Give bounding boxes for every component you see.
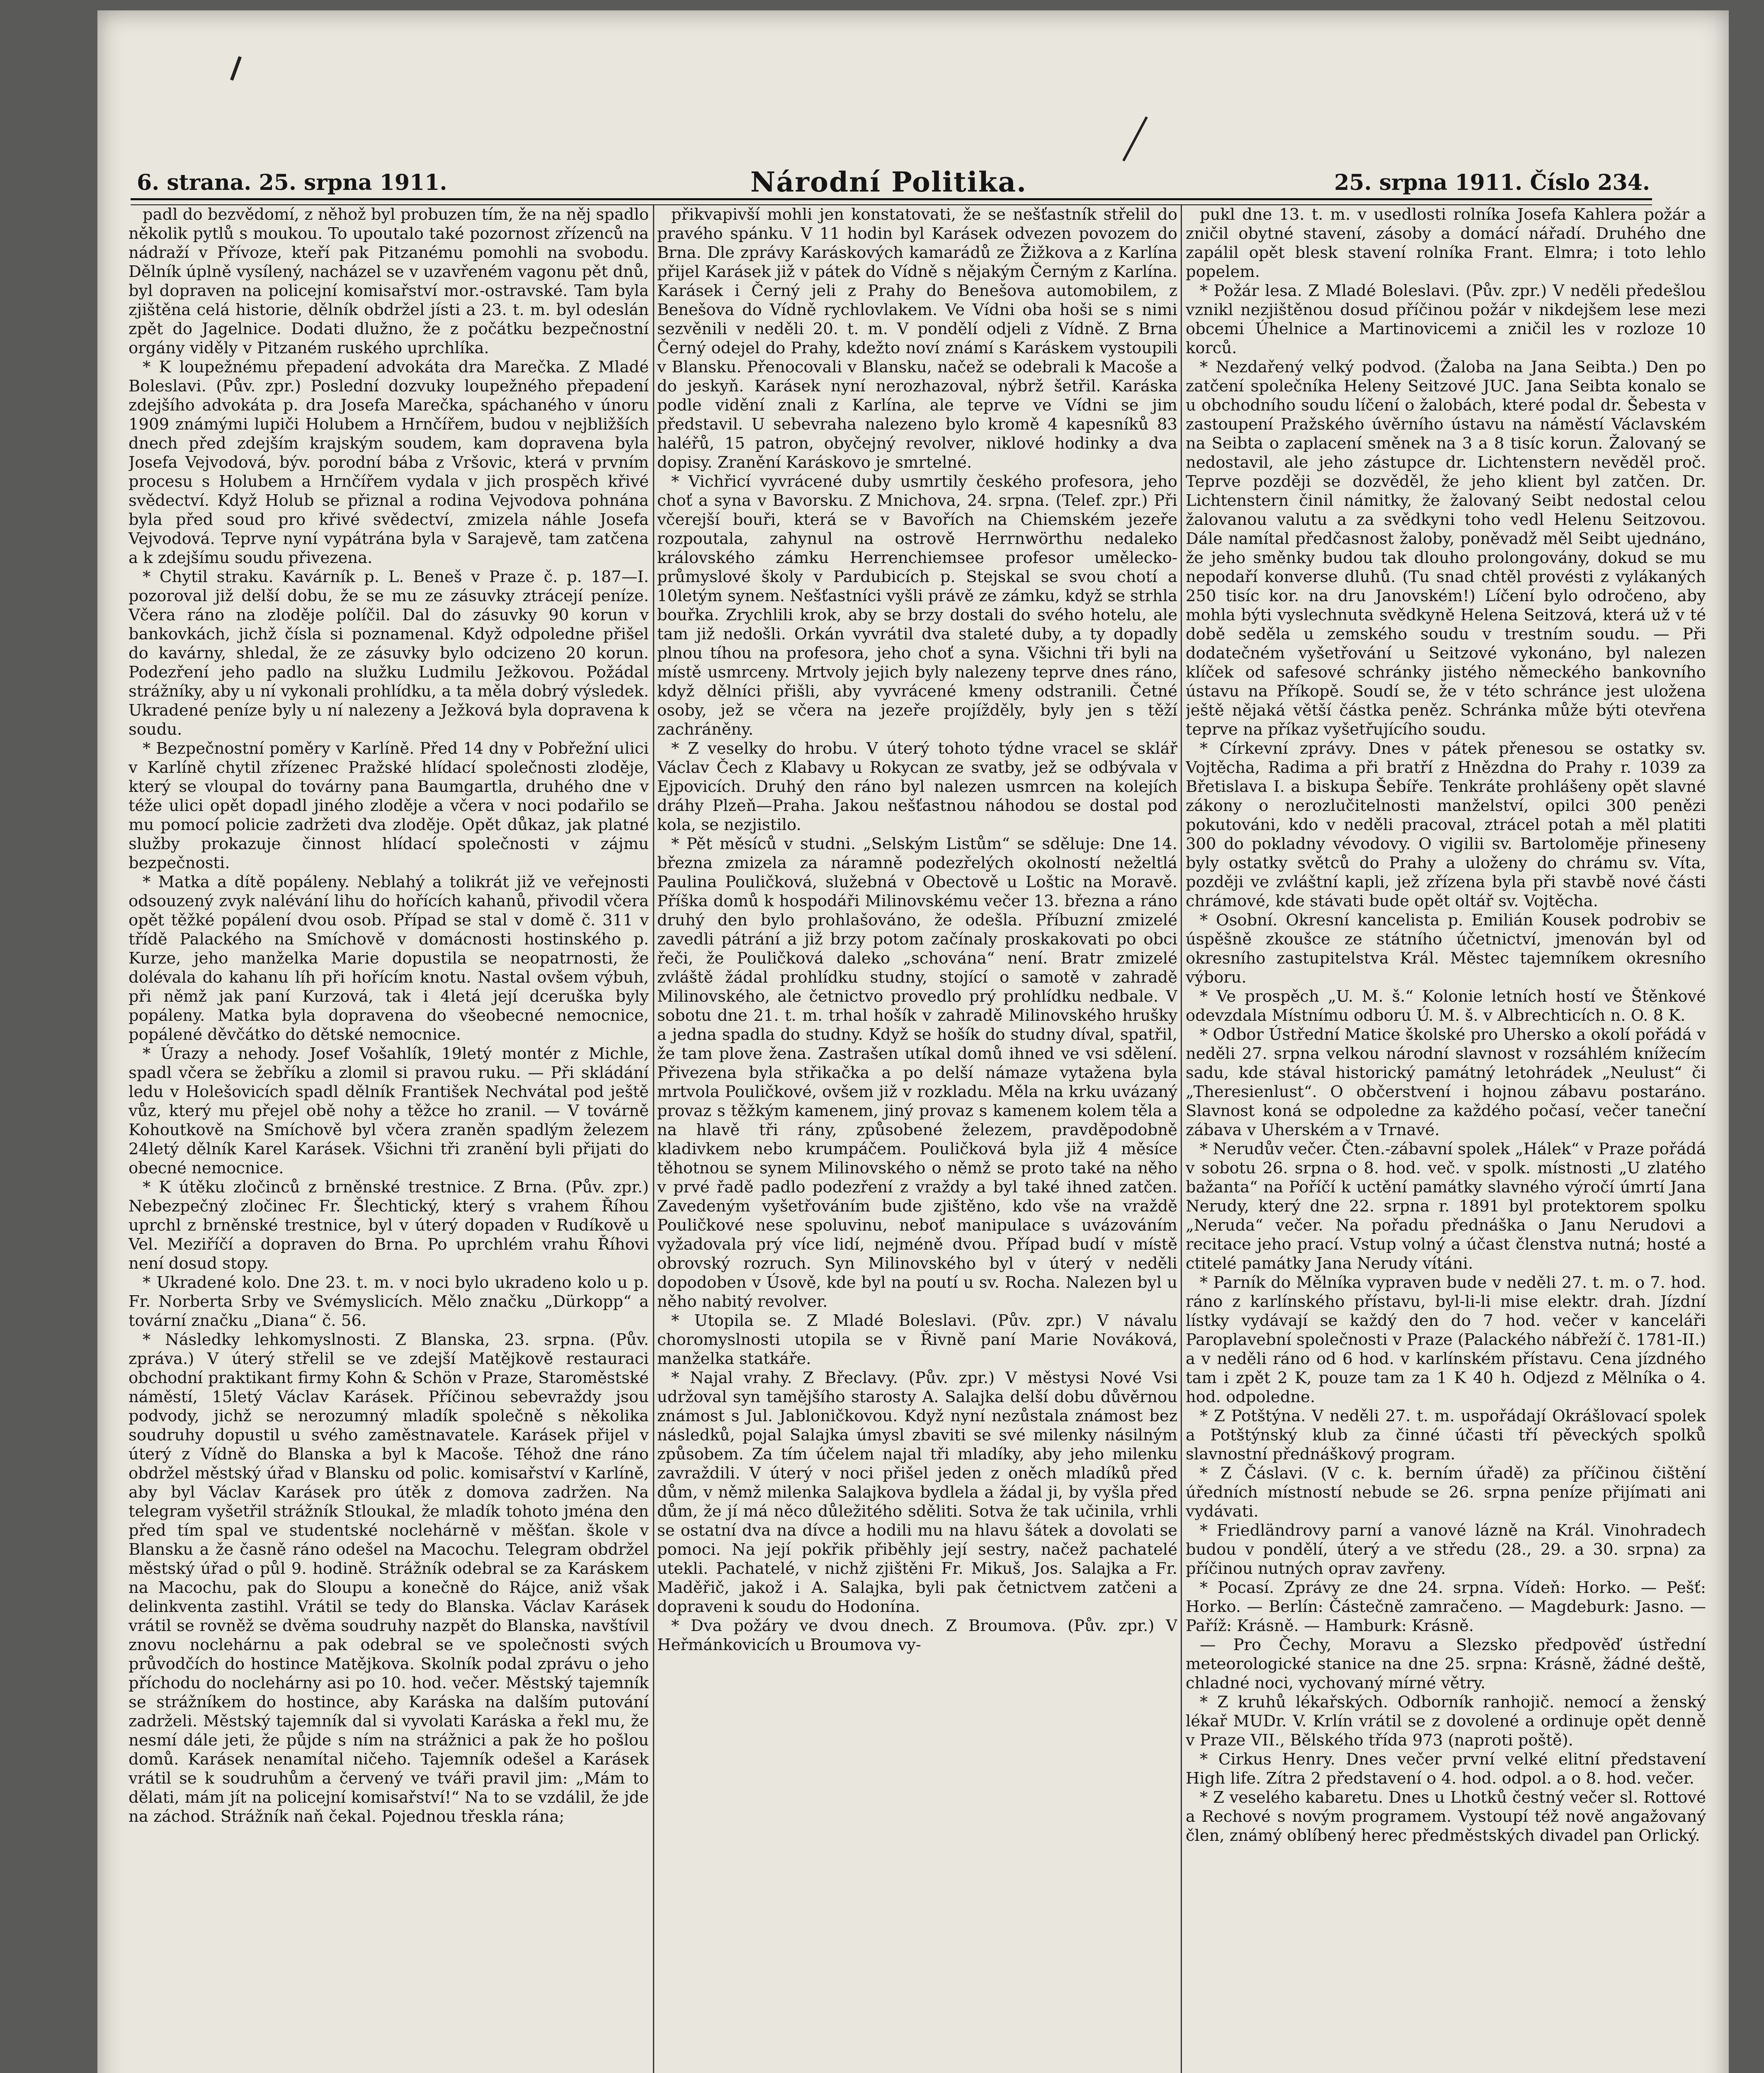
article-paragraph: * Ve prospěch „U. M. š.“ Kolonie letních hostí ve Štěnkové odevzdala Místnímu odboru Ú. M. š. v Albrechticích n. O. 8 K. (1186, 987, 1706, 1025)
article-paragraph: — Pro Čechy, Moravu a Slezsko předpověď ústřední meteorologické stanice na dne 25. srpna: Krásně, žádné deště, chladné noci, vychovaný mírné větry. (1186, 1636, 1706, 1692)
article-paragraph: padl do bezvědomí, z něhož byl probuzen tím, že na něj spadlo několik pytlů s moukou. To upoutalo také pozornost zřízenců na nádraží v Přívoze, kteří pak Pitzanému pomohli na svobodu. Dělník úplně vysílený, nacházel se v uzavřeném vagonu pět dnů, byl dopraven na policejní komisařství mor.-ostravské. Tam byla zjištěna celá historie, dělník obdržel jísti a 23. t. m. byl odeslán zpět do Jagelnice. Dodati dlužno, že z počátku bezpečnostní orgány viděly v Pitzaném ruského uprchlíka. (129, 205, 649, 357)
article-paragraph: * Z veselého kabaretu. Dnes u Lhotků čestný večer sl. Rottové a Rechové s novým programem. Vystoupí též nově angažovaný člen, známý oblíbený herec předměstských divadel pan Orlický. (1186, 1788, 1706, 1845)
column-2 (657, 205, 1177, 2073)
article-paragraph: * Vichřicí vyvrácené duby usmrtily českého profesora, jeho choť a syna v Bavorsku. Z Mnichova, 24. srpna. (Telef. zpr.) Při včerejší bouři, která se v Bavořích na Chiemském jezeře rozpoutala, zahynul na ostrově Herrnwörthu nedaleko královského zámku Herrenchiemsee profesor umělecko-průmyslové školy v Pardubicích p. Stejskal se svou chotí a 10letým synem. Nešťastníci vyšli právě ze zámku, když se strhla bouřka. Zrychlili krok, aby se brzy dostali do svého hotelu, ale tam již nedošli. Orkán vyvrátil dva staleté duby, a ty dopadly plnou tíhou na profesora, jeho choť a syna. Všichni tři byli na místě usmrceny. Mrtvoly jejich byly nalezeny teprve dnes ráno, když dělníci přišli, aby vyvrácené kmeny odstranili. Četné osoby, jež se včera na jezeře projížděly, byly jen s těží zachráněny. (657, 472, 1177, 739)
article-paragraph: * Z Potštýna. V neděli 27. t. m. uspořádají Okrášlovací spolek a Potštýnský klub za činné účasti tří pěveckých spolků slavnostní přednáškový program. (1186, 1407, 1706, 1464)
header-right: 25. srpna 1911. Číslo 234. (1334, 170, 1650, 195)
article-paragraph: * K útěku zločinců z brněnské trestnice. Z Brna. (Pův. zpr.) Nebezpečný zločinec Fr. Šlechtický, který s vrahem Říhou uprchl z brněnské trestnice, byl v úterý dopaden v Rudíkově u Vel. Meziříčí a dopraven do Brna. Po uprchlém vrahu Říhovi není dosud stopy. (129, 1178, 649, 1273)
article-paragraph: * K loupežnému přepadení advokáta dra Marečka. Z Mladé Boleslavi. (Pův. zpr.) Poslední dozvuky loupežného přepadení zdejšího advokáta p. dra Josefa Marečka, spáchaného v únoru 1909 známými lupiči Holubem a Hrnčířem, budou v nejbližších dnech před zdejším krajským soudem, kam dopravena byla Josefa Vejvodová, býv. porodní bába z Vršovic, která v prvním procesu s Holubem a Hrnčířem vydala v jich prospěch křivé svědectví. Když Holub se přiznal a rodina Vejvodova pohnána byla před soud pro křivé svědectví, zmizela náhle Josefa Vejvodová. Teprve nyní vypátrána byla v Sarajevě, tam zatčena a k zdejšímu soudu přivezena. (129, 358, 649, 567)
column-3 (1186, 205, 1706, 2073)
header-left: 6. strana. 25. srpna 1911. (137, 170, 447, 195)
article-paragraph: * Pět měsíců v studni. „Selským Listům“ se sděluje: Dne 14. března zmizela za náramně podezřelých okolností neželtlá Paulina Pouličková, služebná v Obectově u Loštic na Moravě. Příška domů k hospodáři Milinovskému večer 13. března a ráno druhý den bylo prohlašováno, že odešla. Příbuzní zmizelé zavedli pátrání a již brzy potom začínaly proskakovati po obci řeči, že Pouličková daleko „schována“ není. Bratr zmizelé zvláště žádal prohlídku studny, stojící o samotě v zahradě Milinovského, ale četnictvo provedlo prý prohlídku nedbale. V sobotu dne 21. t. m. trhal hošík v zahradě Milinovského hrušky a jedna spadla do studny. Když se hošík do studny díval, spatřil, že tam plove žena. Zastrašen utíkal domů ihned ve vsi sdělení. Přivezena byla střikačka a po delší námaze vytažena byla mrtvola Pouličkové, ovšem již v rozkladu. Měla na krku uvázaný provaz s těžkým kamenem, jiný provaz s kamenem kolem těla a na hlavě tři rány, způsobené železem, pravděpodobně kladivkem nebo krumpáčem. Pouličková byla již 4 měsíce těhotnou se synem Milinovského o němž se proto také na něho v prvé řadě padlo podezření z vraždy a byl také ihned zatčen. Zavedeným vyšetřováním bude zjištěno, kdo vše na vraždě Pouličkové nese spoluvinu, neboť manipulace s uvázováním vyžadovala prý více lidí, nejméně dvou. Případ budí v místě obrovský rozruch. Syn Milinovského byl v úterý v neděli dopodoben v Úsově, kde byl na poutí u sv. Rocha. Nalezen byl u něho nabitý revolver. (657, 835, 1177, 1311)
scratch-mark (230, 56, 242, 80)
column-divider (653, 205, 654, 2073)
article-paragraph: * Ukradené kolo. Dne 23. t. m. v noci bylo ukradeno kolo u p. Fr. Norberta Srby ve Svémyslicích. Mělo značku „Dürkopp“ a tovární značku „Diana“ č. 56. (129, 1273, 649, 1330)
article-paragraph: * Chytil straku. Kavárník p. L. Beneš v Praze č. p. 187—I. pozoroval již delší dobu, že se mu ze zásuvky ztrácejí peníze. Včera ráno na zloděje políčil. Dal do zásuvky 90 korun v bankovkách, jichž čísla si poznamenal. Když odpoledne přišel do kavárny, shledal, že ze zásuvky bylo odcizeno 20 korun. Podezření jeho padlo na služku Ludmilu Ježkovou. Požádal strážníky, aby u ní vykonali prohlídku, a ta měla dobrý výsledek. Ukradené peníze byly u ní nalezeny a Ježková byla dopravena k soudu. (129, 568, 649, 739)
article-paragraph: * Pocasí. Zprávy ze dne 24. srpna. Vídeň: Horko. — Pešť: Horko. — Berlín: Částečně zamračeno. — Magdeburk: Jasno. — Paříž: Krásně. — Hamburk: Krásně. (1186, 1578, 1706, 1635)
column-divider (1181, 205, 1182, 2073)
article-paragraph: * Odbor Ústřední Matice školské pro Uhersko a okolí pořádá v neděli 27. srpna velkou národní slavnost v rozsáhlém knížecím sadu, kde stával historický památný letohrádek „Neulust“ či „Theresienlust“. O občerstvení i hojnou zábavu postaráno. Slavnost koná se odpoledne za každého počasí, večer taneční zábava v Uherském a v Trnavé. (1186, 1025, 1706, 1139)
article-paragraph: * Nerudův večer. Čten.-zábavní spolek „Hálek“ v Praze pořádá v sobotu 26. srpna o 8. hod. več. v spolk. místnosti „U zlatého bažanta“ na Poříčí k uctění památky slavného výročí úmrtí Jana Nerudy, který dne 22. srpna r. 1891 byl protektorem spolku „Neruda“ večer. Na pořadu přednáška o Janu Nerudovi a recitace jeho prací. Vstup volný a účast členstva nutná; hosté a ctitelé památky Jana Nerudy vítáni. (1186, 1140, 1706, 1273)
header-rule (131, 198, 1652, 205)
column-1 (129, 205, 649, 2073)
article-paragraph: * Z Čáslavi. (V c. k. berním úřadě) za příčinou čištění úředních místností nebude se 26. srpna peníze přijímati ani vydávati. (1186, 1464, 1706, 1521)
article-paragraph: * Matka a dítě popáleny. Neblahý a tolikrát již ve veřejnosti odsouzený zvyk nalévání lihu do hořících kahanů, přivodil včera opět těžké popálení dvou osob. Případ se stal v domě č. 311 v třídě Palackého na Smíchově v domácnosti hostinského p. Kurze, jeho manželka Marie dopustila se neopatrnosti, že dolévala do kahanu líh při hořícím knotu. Nastal ovšem výbuh, při němž jak paní Kurzová, tak i 4letá její dceruška byly popáleny. Matka byla dopravena do všeobecné nemocnice, popálené děvčátko do dětské nemocnice. (129, 873, 649, 1044)
page-header (137, 166, 1650, 199)
article-paragraph: pukl dne 13. t. m. v usedlosti rolníka Josefa Kahlera požár a zničil obytné stavení, zásoby a domácí nářadí. Druhého dne zapálil opět blesk stavení rolníka Frant. Elmra; i toto lehlo popelem. (1186, 205, 1706, 281)
article-paragraph: * Parník do Mělníka vypraven bude v neděli 27. t. m. o 7. hod. ráno z karlínského přístavu, byl-li-li mise elektr. drah. Jízdní lístky vydávají se každý den do 7 hod. večer v kanceláři Paroplavební společnosti v Praze (Palackého nábřeží č. 1781-II.) a v neděli ráno od 6 hod. v karlínském přístavu. Cena jízdného tam i zpět 2 K, pouze tam za 1 K 40 h. Odjezd z Mělníka o 4. hod. odpoledne. (1186, 1273, 1706, 1406)
article-paragraph: * Bezpečnostní poměry v Karlíně. Před 14 dny v Pobřežní ulici v Karlíně chytil zřízenec Pražské hlídací společnosti zloděje, který se vloupal do továrny pana Baumgartla, druhého dne v téže ulici opět dopadl jiného zloděje a včera v noci podařilo se mu pomocí policie zadržeti dva zloděje. Opět důkaz, jak platné služby prokazuje činnost hlídací společnosti v zájmu bezpečnosti. (129, 739, 649, 872)
article-paragraph: * Cirkus Henry. Dnes večer první velké elitní představení High life. Zítra 2 představení o 4. hod. odpol. a o 8. hod. večer. (1186, 1750, 1706, 1788)
article-paragraph: * Utopila se. Z Mladé Boleslavi. (Pův. zpr.) V návalu choromyslnosti utopila se v Řivně paní Marie Nováková, manželka statkáře. (657, 1311, 1177, 1368)
article-paragraph: * Osobní. Okresní kancelista p. Emilián Kousek podrobiv se úspěšně zkoušce ze státního účetnictví, jmenován byl od okresního zastupitelstva Král. Městec tajemníkem okresního výboru. (1186, 911, 1706, 987)
article-paragraph: * Z kruhů lékařských. Odborník ranhojič. nemocí a ženský lékař MUDr. V. Krlín vrátil se z dovolené a ordinuje opět denně v Praze VII., Bělského třída 973 (naproti poště). (1186, 1693, 1706, 1750)
article-paragraph: * Úrazy a nehody. Josef Vošahlík, 19letý montér z Michle, spadl včera se žebříku a zlomil si pravou ruku. — Při skládání ledu v Holešovicích spadl dělník František Nechvátal pod ještě vůz, který mu přejel obě nohy a těžce ho zranil. — V továrně Kohoutkově na Smíchově byl včera zraněn spadlým železem 24letý dělník Karel Karásek. Všichni tři zranění byli přijati do obecné nemocnice. (129, 1044, 649, 1177)
article-paragraph: * Požár lesa. Z Mladé Boleslavi. (Pův. zpr.) V neděli předešlou vznikl nezjištěnou dosud příčinou požár v nikdejšem lese mezi obcemi Úhelnice a Martinovicemi a zničil les v rozloze 10 korců. (1186, 282, 1706, 357)
article-paragraph: * Nezdařený velký podvod. (Žaloba na Jana Seibta.) Den po zatčení společníka Heleny Seitzové JUC. Jana Seibta konalo se u obchodního soudu líčení o žalobách, které podal dr. Šebesta v zastoupení Pražského úvěrního ústavu na náměstí Václavském na Seibta o zaplacení směnek na 3 a 8 tisíc korun. Žalovaný se nedostavil, ale jeho zástupce dr. Lichtenstern nevěděl proč. Teprve později se dozvěděl, že jeho klient byl zatčen. Dr. Lichtenstern činil námitky, že žalovaný Seibt nedostal celou žalovanou valutu a za svědkyni toho vedl Helenu Seitzovou. Dále namítal předčasnost žaloby, poněvadž měl Seibt ujednáno, že jeho směnky budou tak dlouho prolongovány, dokud se mu nepodaří konverse dluhů. (Tu snad chtěl provésti z vylákaných 250 tisíc kor. na dru Janovském!) Líčení bylo odročeno, aby mohla býti vyslechnuta svědkyně Helena Seitzová, která už v té době seděla u zemského soudu v trestním soudu. — Při dodatečném vyšetřování u Seitzové vykonáno, byl nalezen klíček od safesové schránky jistého německého bankovního ústavu na Příkopě. Soudí se, že v této schránce jest uložena ještě nějaká větší částka peněz. Schránka může býti otevřena teprve na příkaz vyšetřujícího soudu. (1186, 358, 1706, 739)
article-paragraph: * Z veselky do hrobu. V úterý tohoto týdne vracel se sklář Václav Čech z Klabavy u Rokycan ze svatby, jež se odbývala v Ejpovicích. Druhý den ráno byl nalezen usmrcen na kolejích dráhy Plzeň—Praha. Jakou nešťastnou náhodou se dostal pod kola, se nezjistilo. (657, 739, 1177, 834)
article-paragraph: * Církevní zprávy. Dnes v pátek přenesou se ostatky sv. Vojtěcha, Radima a při bratří z Hnězdna do Prahy r. 1039 za Břetislava I. a biskupa Šebíře. Tenkráte prohlášeny opět slavné zákony o nerozlučitelnosti manželství, opilci 300 penězi pokutováni, kdo v neděli pracoval, ztrácel potah a měl platiti 300 do pokladny vévodovy. O vigilii sv. Bartoloměje přineseny byly ostatky světců do Prahy a uloženy do chrámu sv. Víta, později ve zvláštní kapli, jež zřízena byla při stavbě nové části chrámové, kde stávati bude opět oltář sv. Vojtěcha. (1186, 739, 1706, 910)
article-paragraph: * Friedländrovy parní a vanové lázně na Král. Vinohradech budou v pondělí, úterý a ve středu (28., 29. a 30. srpna) za příčinou nutných oprav zavřeny. (1186, 1521, 1706, 1578)
article-paragraph: * Následky lehkomyslnosti. Z Blanska, 23. srpna. (Pův. zpráva.) V úterý střelil se ve zdejší Matějkově restauraci obchodní praktikant firmy Kohn & Schön v Praze, Staroměstské náměstí, 15letý Václav Karásek. Příčinou sebevraždy jsou podvody, jichž se nerozumný mladík společně s několika soudruhy dopustil u svého zaměstnavatele. Karásek přijel v úterý z Vídně do Blanska a byl k Macoše. Téhož dne ráno obdržel městský úřad v Blansku od polic. komisařství v Karlíně, aby byl Václav Karásek pro útěk z domova zadržen. Na telegram vyšetřil strážník Stloukal, že mladík tohoto jména den před tím spal ve studentské noclehárně v měšťan. škole v Blansku a že časně ráno odešel na Macochu. Telegram obdržel městský úřad o půl 9. hodině. Strážník odebral se za Karáskem na Macochu, pak do Sloupu a konečně do Rájce, aniž však delinkventa zastihl. Vrátil se tedy do Blanska. Václav Karásek vrátil se rovněž se dvěma soudruhy nazpět do Blanska, navštívil znovu noclehárnu a pak odebral se ve společnosti svých průvodčích do hostince Matějkova. Skolník podal zprávu o jeho příchodu do noclehárny asi po 10. hod. večer. Městský tajemník se strážníkem do hostince, aby Karáska na dalším putování zadrželi. Městský tajemník dal si vyvolati Karáska a řekl mu, že nesmí dále jeti, že půjde s ním na strážnici a pak že ho pošlou domů. Karásek nenamítal ničeho. Tajemník odešel a Karásek vrátil se k soudruhům a červený ve tváři pravil jim: „Mám to dělati, mám jít na policejní komisařství!“ Na to se vzdálil, že jde na záchod. Strážník naň čekal. Pojednou třeskla rána; (129, 1330, 649, 1826)
article-paragraph: přikvapivší mohli jen konstatovati, že se nešťastník střelil do pravého spánku. V 11 hodin byl Karásek odvezen povozem do Brna. Dle zprávy Karáskových kamarádů ze Žižkova a z Karlína přijel Karásek již v pátek do Vídně s nějakým Černým z Karlína. Karásek i Černý jeli z Prahy do Benešova automobilem, z Benešova do Vídně rychlovlakem. Ve Vídni oba hoši se s nimi sezvěnili v neděli 20. t. m. V pondělí odjeli z Vídně. Z Brna Černý odejel do Prahy, kdežto noví známí s Karáskem vystoupili v Blansku. Přenocovali v Blansku, načež se odebrali k Macoše a do jeskyň. Karásek nyní nerozhazoval, nýbrž šetřil. Karáska podle vidění znali z Karlína, ale teprve ve Vídni se jim představil. U sebevraha nalezeno bylo kromě 4 kapesníků 83 haléřů, 15 patron, obyčejný revolver, niklové hodinky a dva dopisy. Zranění Karáskovo je smrtelné. (657, 205, 1177, 472)
scratch-mark (1122, 117, 1148, 162)
masthead-title: Národní Politika. (750, 166, 1027, 198)
article-paragraph: * Dva požáry ve dvou dnech. Z Broumova. (Pův. zpr.) V Heřmánkovicích u Broumova vy- (657, 1617, 1177, 1654)
article-paragraph: * Najal vrahy. Z Břeclavy. (Pův. zpr.) V městysi Nové Vsi udržoval syn tamějšího starosty A. Salajka delší dobu důvěrnou známost s Jul. Jabloničkovou. Když nyní nezůstala známost bez následků, pojal Salajka úmysl zbaviti se své milenky násilným způsobem. Za tím účelem najal tři mladíky, aby jeho milenku zavraždili. V úterý v noci přišel jeden z oněch mladíků před dům, v němž milenka Salajkova bydlela a žádal ji, by vyšla před dům, že jí má něco důležitého sděliti. Sotva že tak učinila, vrhli se ostatní dva na dívce a hodili mu na hlavu šátek a dovolati se pomoci. Na její pokřik přiběhly její sestry, načež pachatelé utekli. Pachatelé, v nichž zjištěni Fr. Mikuš, Jos. Salajka a Fr. Maděřič, jakož i A. Salajka, byli pak četnictvem zatčeni a dopraveni k soudu do Hodonína. (657, 1369, 1177, 1616)
